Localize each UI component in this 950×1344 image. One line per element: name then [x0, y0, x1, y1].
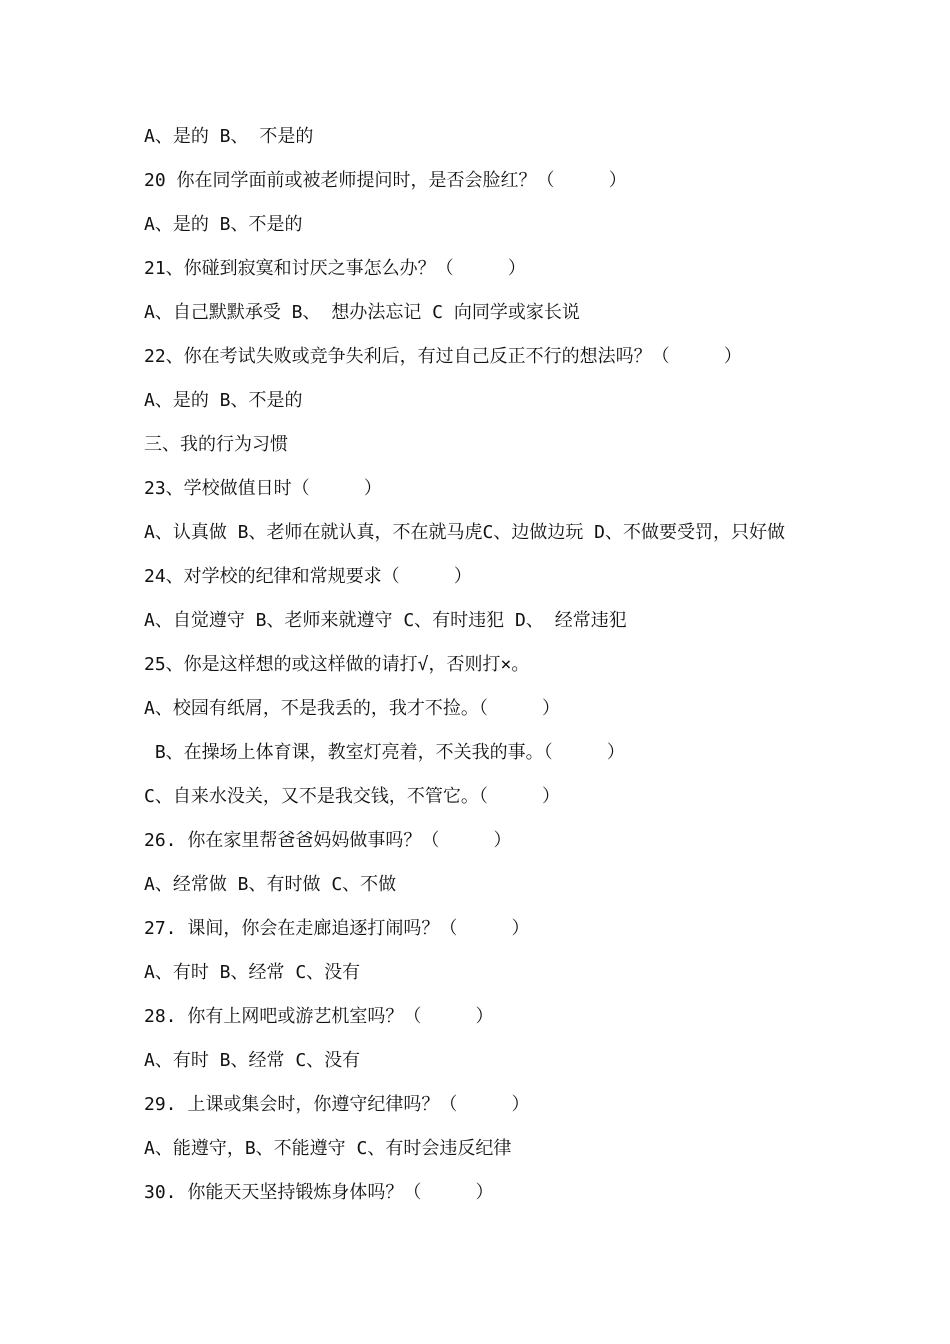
answer-options-24: A、自觉遵守 B、老师来就遵守 C、有时违犯 D、 经常违犯: [144, 610, 627, 631]
answer-options-20: A、是的 B、不是的: [144, 214, 303, 235]
question-29: 29. 上课或集会时，你遵守纪律吗？（ ）: [144, 1094, 530, 1115]
answer-options-23: A、认真做 B、老师在就认真，不在就马虎C、边做边玩 D、不做要受罚，只好做: [144, 522, 786, 543]
answer-options-21: A、自己默默承受 B、 想办法忘记 C 向同学或家长说: [144, 302, 580, 323]
question-20: 20 你在同学面前或被老师提问时，是否会脸红？（ ）: [144, 170, 627, 191]
answer-options-26: A、经常做 B、有时做 C、不做: [144, 874, 397, 895]
answer-options-19: A、是的 B、 不是的: [144, 126, 314, 147]
statement-25c: C、自来水没关，又不是我交钱，不管它。（ ）: [144, 786, 561, 807]
answer-options-27: A、有时 B、经常 C、没有: [144, 962, 361, 983]
section-heading-behavior: 三、我的行为习惯: [144, 434, 288, 455]
answer-options-28: A、有时 B、经常 C、没有: [144, 1050, 361, 1071]
question-25: 25、你是这样想的或这样做的请打√，否则打×。: [144, 654, 530, 675]
question-26: 26. 你在家里帮爸爸妈妈做事吗？（ ）: [144, 830, 512, 851]
question-23: 23、学校做值日时（ ）: [144, 478, 382, 499]
question-30: 30. 你能天天坚持锻炼身体吗？（ ）: [144, 1182, 494, 1203]
answer-options-22: A、是的 B、不是的: [144, 390, 303, 411]
question-24: 24、对学校的纪律和常规要求（ ）: [144, 566, 472, 587]
statement-25b: B、在操场上体育课，教室灯亮着，不关我的事。（ ）: [144, 742, 625, 763]
question-21: 21、你碰到寂寞和讨厌之事怎么办？（ ）: [144, 258, 526, 279]
question-27: 27. 课间，你会在走廊追逐打闹吗？（ ）: [144, 918, 530, 939]
question-list: [144, 122, 844, 1222]
question-28: 28. 你有上网吧或游艺机室吗？（ ）: [144, 1006, 494, 1027]
answer-options-29: A、能遵守，B、不能遵守 C、有时会违反纪律: [144, 1138, 512, 1159]
question-22: 22、你在考试失败或竞争失利后，有过自己反正不行的想法吗？（ ）: [144, 346, 742, 367]
statement-25a: A、校园有纸屑，不是我丢的，我才不捡。（ ）: [144, 698, 561, 719]
